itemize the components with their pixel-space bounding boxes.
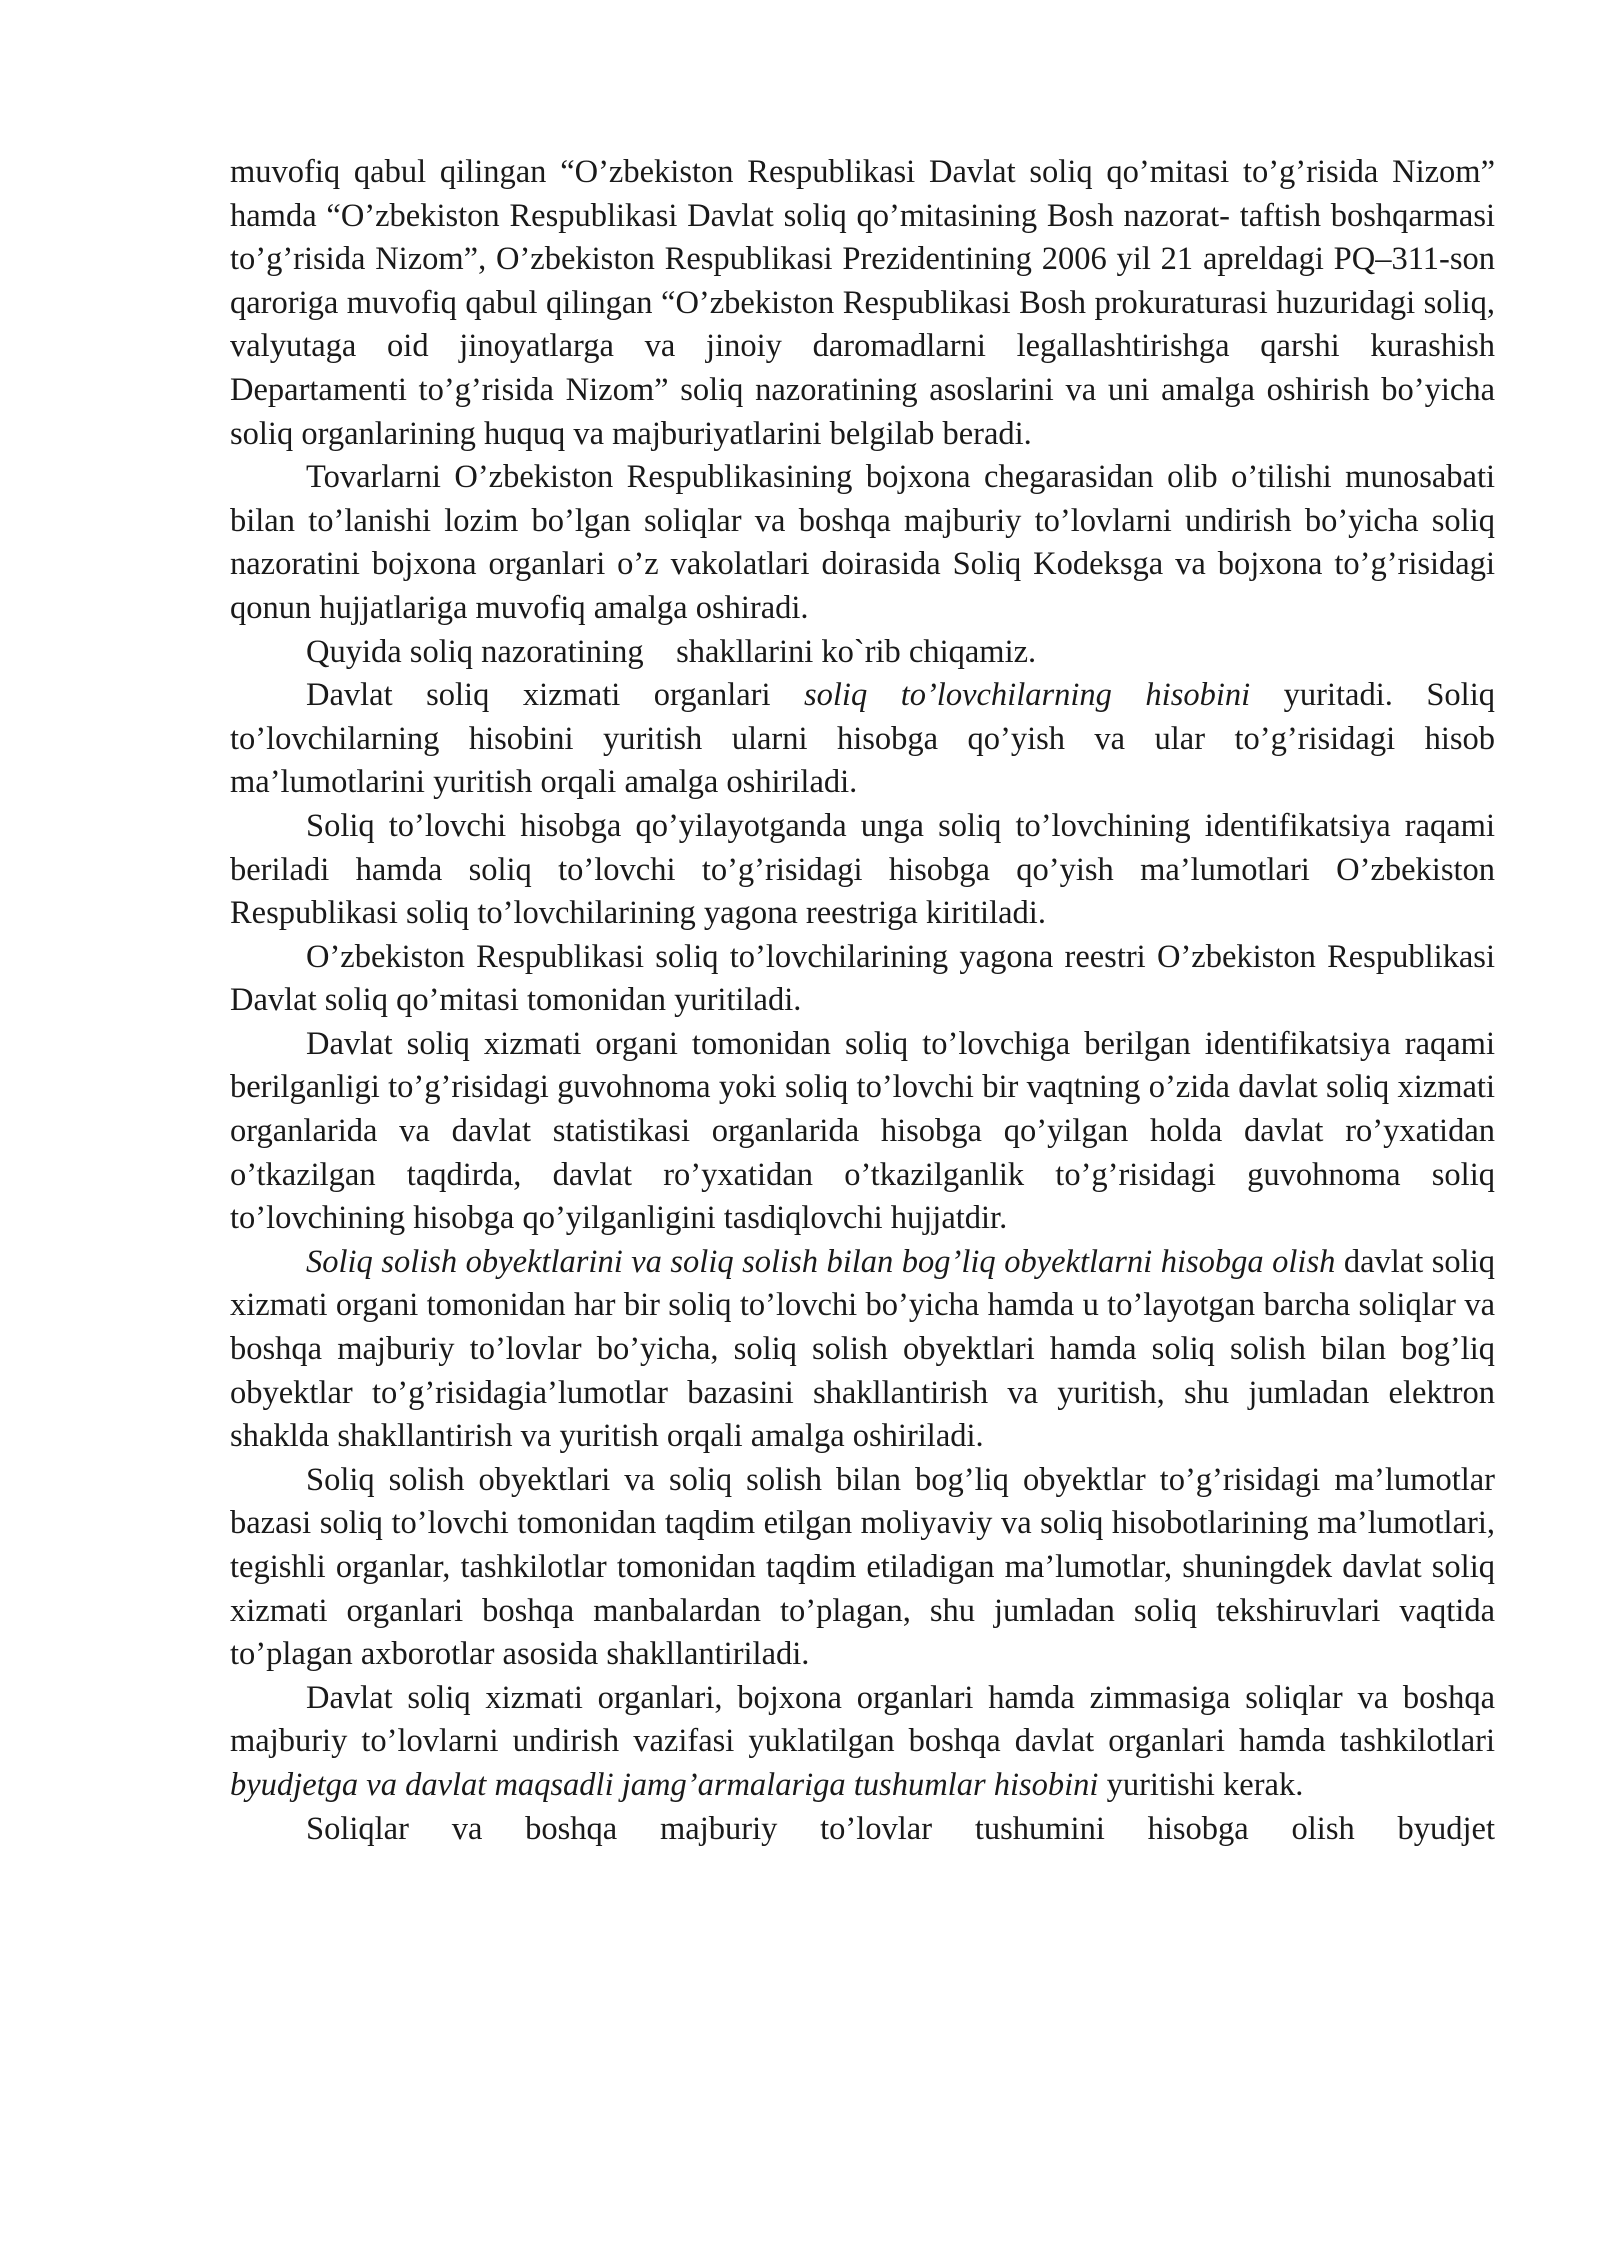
paragraph (230, 1023, 1495, 1241)
text-run: yuritadi. Soliq to’lovchilarning hisobini yuritish ularni hisobga qo’yish va ular to’g’risidagi hisob ma’lumotlarini yuritish orqali amalga oshiriladi. (230, 677, 1495, 801)
italic-text-run: soliq to’lovchilarning hisobini (804, 677, 1251, 714)
text-run: Soliq to’lovchi hisobga qo’yilayotganda unga soliq to’lovchining identifikatsiya raqami beriladi hamda soliq to’lovchi to’g’risidagi hisobga qo’yish ma’lumotlari O’zbekiston Respublikasi soliq to’lovchilarining yagona reestriga kiritiladi. (230, 807, 1495, 932)
paragraph (230, 631, 1495, 675)
italic-text-run: byudjetga va davlat maqsadli jamg’armalariga tushumlar hisobini (230, 1766, 1099, 1803)
text-run: O’zbekiston Respublikasi soliq to’lovchilarining yagona reestri O’zbekiston Respublikasi Davlat soliq qo’mitasi tomonidan yuritiladi. (230, 938, 1495, 1019)
text-run: muvofiq qabul qilingan “O’zbekiston Respublikasi Davlat soliq qo’mitasi to’g’risida Nizom” hamda “O’zbekiston Respublikasi Davlat soliq qo’mitasining Bosh nazorat- taftish boshqarmasi to’g’risida Nizom”, O’zbekiston Respublikasi Prezidentining 2006 yil 21 apreldagi PQ–311-son qaroriga muvofiq qabul qilingan “O’zbekiston Respublikasi Bosh prokuraturasi huzuridagi soliq, valyutaga oid jinoyatlarga va jinoiy daromadlarni legallashtirishga qarshi kurashish Departamenti to’g’risida Nizom” soliq nazoratining asoslarini va uni amalga oshirish bo’yicha soliq organlarining huquq va majburiyatlarini belgilab beradi. (230, 154, 1495, 452)
text-run: davlat soliq xizmati organi tomonidan har bir soliq to’lovchi bo’yicha hamda u to’layotgan barcha soliqlar va boshqa majburiy to’lovlar bo’yicha, soliq solish obyektlari hamda soliq solish bilan bog’liq obyektlar to’g’risidagia’lumotlar bazasini shakllantirish va yuritish, shu jumladan elektron shaklda shakllantirish va yuritish orqali amalga oshiriladi. (230, 1243, 1495, 1455)
paragraph (230, 1241, 1495, 1459)
text-run: Quyida soliq nazoratining shakllarini ko`rib chiqamiz. (306, 633, 1037, 670)
text-run: Davlat soliq xizmati organlari (306, 677, 804, 714)
text-run: Soliqlar va boshqa majburiy to’lovlar tushumini hisobga olish byudjet (306, 1810, 1495, 1847)
text-run: Tovarlarni O’zbekiston Respublikasining bojxona chegarasidan olib o’tilishi munosabati bilan to’lanishi lozim bo’lgan soliqlar va boshqa majburiy to’lovlarni undirish bo’yicha soliq nazoratini bojxona organlari o’z vakolatlari doirasida Soliq Kodeksga va bojxona to’g’risidagi qonun hujjatlariga muvofiq amalga oshiradi. (230, 459, 1495, 626)
paragraph (230, 456, 1495, 630)
paragraph (230, 674, 1495, 805)
text-run: yuritishi kerak. (1098, 1766, 1304, 1803)
text-run: Davlat soliq xizmati organi tomonidan soliq to’lovchiga berilgan identifikatsiya raqami berilganligi to’g’risidagi guvohnoma yoki soliq to’lovchi bir vaqtning o’zida davlat soliq xizmati organlarida va davlat statistikasi organlarida hisobga qo’yilgan holda davlat ro’yxatidan o’tkazilgan taqdirda, davlat ro’yxatidan o’tkazilganlik to’g’risidagi guvohnoma soliq to’lovchining hisobga qo’yilganligini tasdiqlovchi hujjatdir. (230, 1025, 1495, 1237)
paragraph (230, 151, 1495, 456)
paragraph (230, 936, 1495, 1023)
paragraph (230, 1808, 1495, 1852)
text-run: Davlat soliq xizmati organlari, bojxona organlari hamda zimmasiga soliqlar va boshqa majburiy to’lovlarni undirish vazifasi yuklatilgan boshqa davlat organlari hamda tashkilotlari (230, 1679, 1495, 1760)
paragraph (230, 1459, 1495, 1677)
document-page (230, 151, 1495, 1851)
text-run: Soliq solish obyektlari va soliq solish bilan bog’liq obyektlar to’g’risidagi ma’lumotlar bazasi soliq to’lovchi tomonidan taqdim etilgan moliyaviy va soliq hisobotlarining ma’lumotlari, tegishli organlar, tashkilotlar tomonidan taqdim etiladigan ma’lumotlar, shuningdek davlat soliq xizmati organlari boshqa manbalardan to’plagan, shu jumladan soliq tekshiruvlari vaqtida to’plagan axborotlar asosida shakllantiriladi. (230, 1461, 1495, 1673)
paragraph (230, 805, 1495, 936)
italic-text-run: Soliq solish obyektlarini va soliq solish bilan bog’liq obyektlarni hisobga olish (306, 1243, 1336, 1280)
paragraph (230, 1677, 1495, 1808)
